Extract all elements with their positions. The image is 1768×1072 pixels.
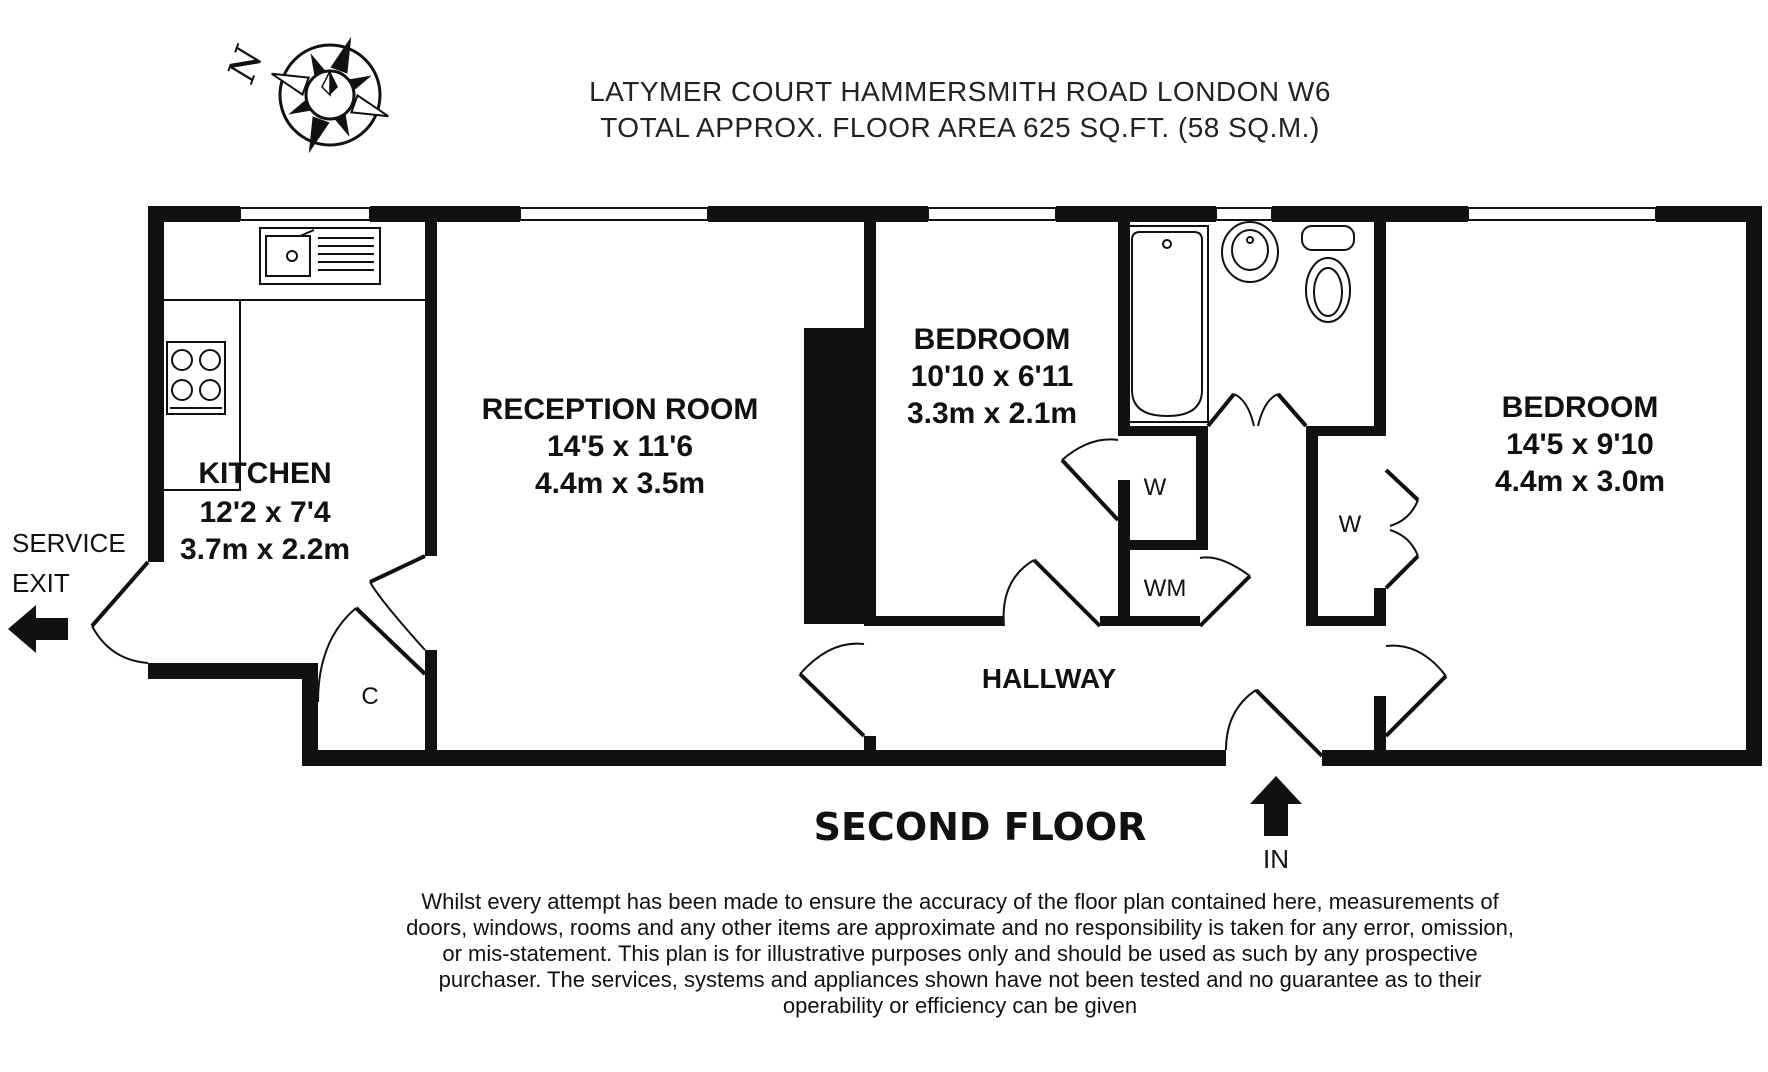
property-address: LATYMER COURT HAMMERSMITH ROAD LONDON W6 (589, 76, 1331, 107)
service-exit-line-1: SERVICE (12, 528, 126, 558)
bedroom-2-imperial: 14'5 x 9'10 (1506, 428, 1654, 461)
interior-walls (318, 222, 1386, 750)
wardrobe-1-label: W (1143, 474, 1167, 501)
cupboard-label: C (361, 683, 379, 710)
room-kitchen (180, 457, 350, 566)
compass-north-label: N (218, 41, 272, 88)
bedroom-1-metric: 3.3m x 2.1m (906, 397, 1078, 430)
kitchen-name: KITCHEN (198, 457, 332, 490)
bedroom-1-imperial: 10'10 x 6'11 (910, 360, 1074, 393)
room-bedroom-2 (1495, 391, 1665, 498)
bedroom-2-name: BEDROOM (1501, 391, 1659, 424)
room-bedroom-1 (907, 323, 1077, 430)
room-reception (482, 393, 759, 500)
floor-title: SECOND FLOOR (813, 805, 1147, 849)
service-exit-line-2: EXIT (12, 568, 70, 598)
bedroom-2-metric: 4.4m x 3.0m (1494, 465, 1666, 498)
reception-metric: 4.4m x 3.5m (534, 467, 706, 500)
toilet-icon (1302, 226, 1354, 322)
bath-icon (1126, 226, 1208, 422)
kitchen-metric: 3.7m x 2.2m (179, 533, 351, 566)
reception-name: RECEPTION ROOM (481, 393, 759, 426)
kitchen-fixtures (164, 228, 425, 490)
washing-machine-label: WM (1143, 575, 1187, 602)
property-area: TOTAL APPROX. FLOOR AREA 625 SQ.FT. (58 SQ.M.) (600, 112, 1320, 143)
entrance-label: IN (1263, 844, 1289, 874)
kitchen-imperial: 12'2 x 7'4 (199, 496, 331, 529)
exit-arrow-icon (8, 605, 68, 653)
disclaimer-text: Whilst every attempt has been made to ensure the accuracy of the floor plan contained here, measurements of doors, windows, rooms and any other items are approximate and no responsibility is taken for any error, omission, or mis-statement. This plan is for illustrative purposes only and should be used as such by any prospective purchaser. The services, systems and appliances shown have not been tested and no guarantee as to their operability or efficiency can be given (406, 889, 1514, 1018)
sink-icon (260, 228, 380, 284)
hallway-name: HALLWAY (981, 663, 1117, 694)
bedroom-1-name: BEDROOM (913, 323, 1071, 356)
wardrobe-2-label: W (1338, 511, 1362, 538)
basin-icon (1222, 222, 1278, 282)
entrance-arrow-icon (1250, 776, 1302, 836)
reception-imperial: 14'5 x 11'6 (546, 430, 694, 463)
hob-icon (167, 342, 225, 414)
doors (92, 394, 1446, 756)
property-header (560, 74, 1360, 146)
bathroom-fixtures (1126, 222, 1354, 422)
compass-icon (269, 34, 392, 157)
